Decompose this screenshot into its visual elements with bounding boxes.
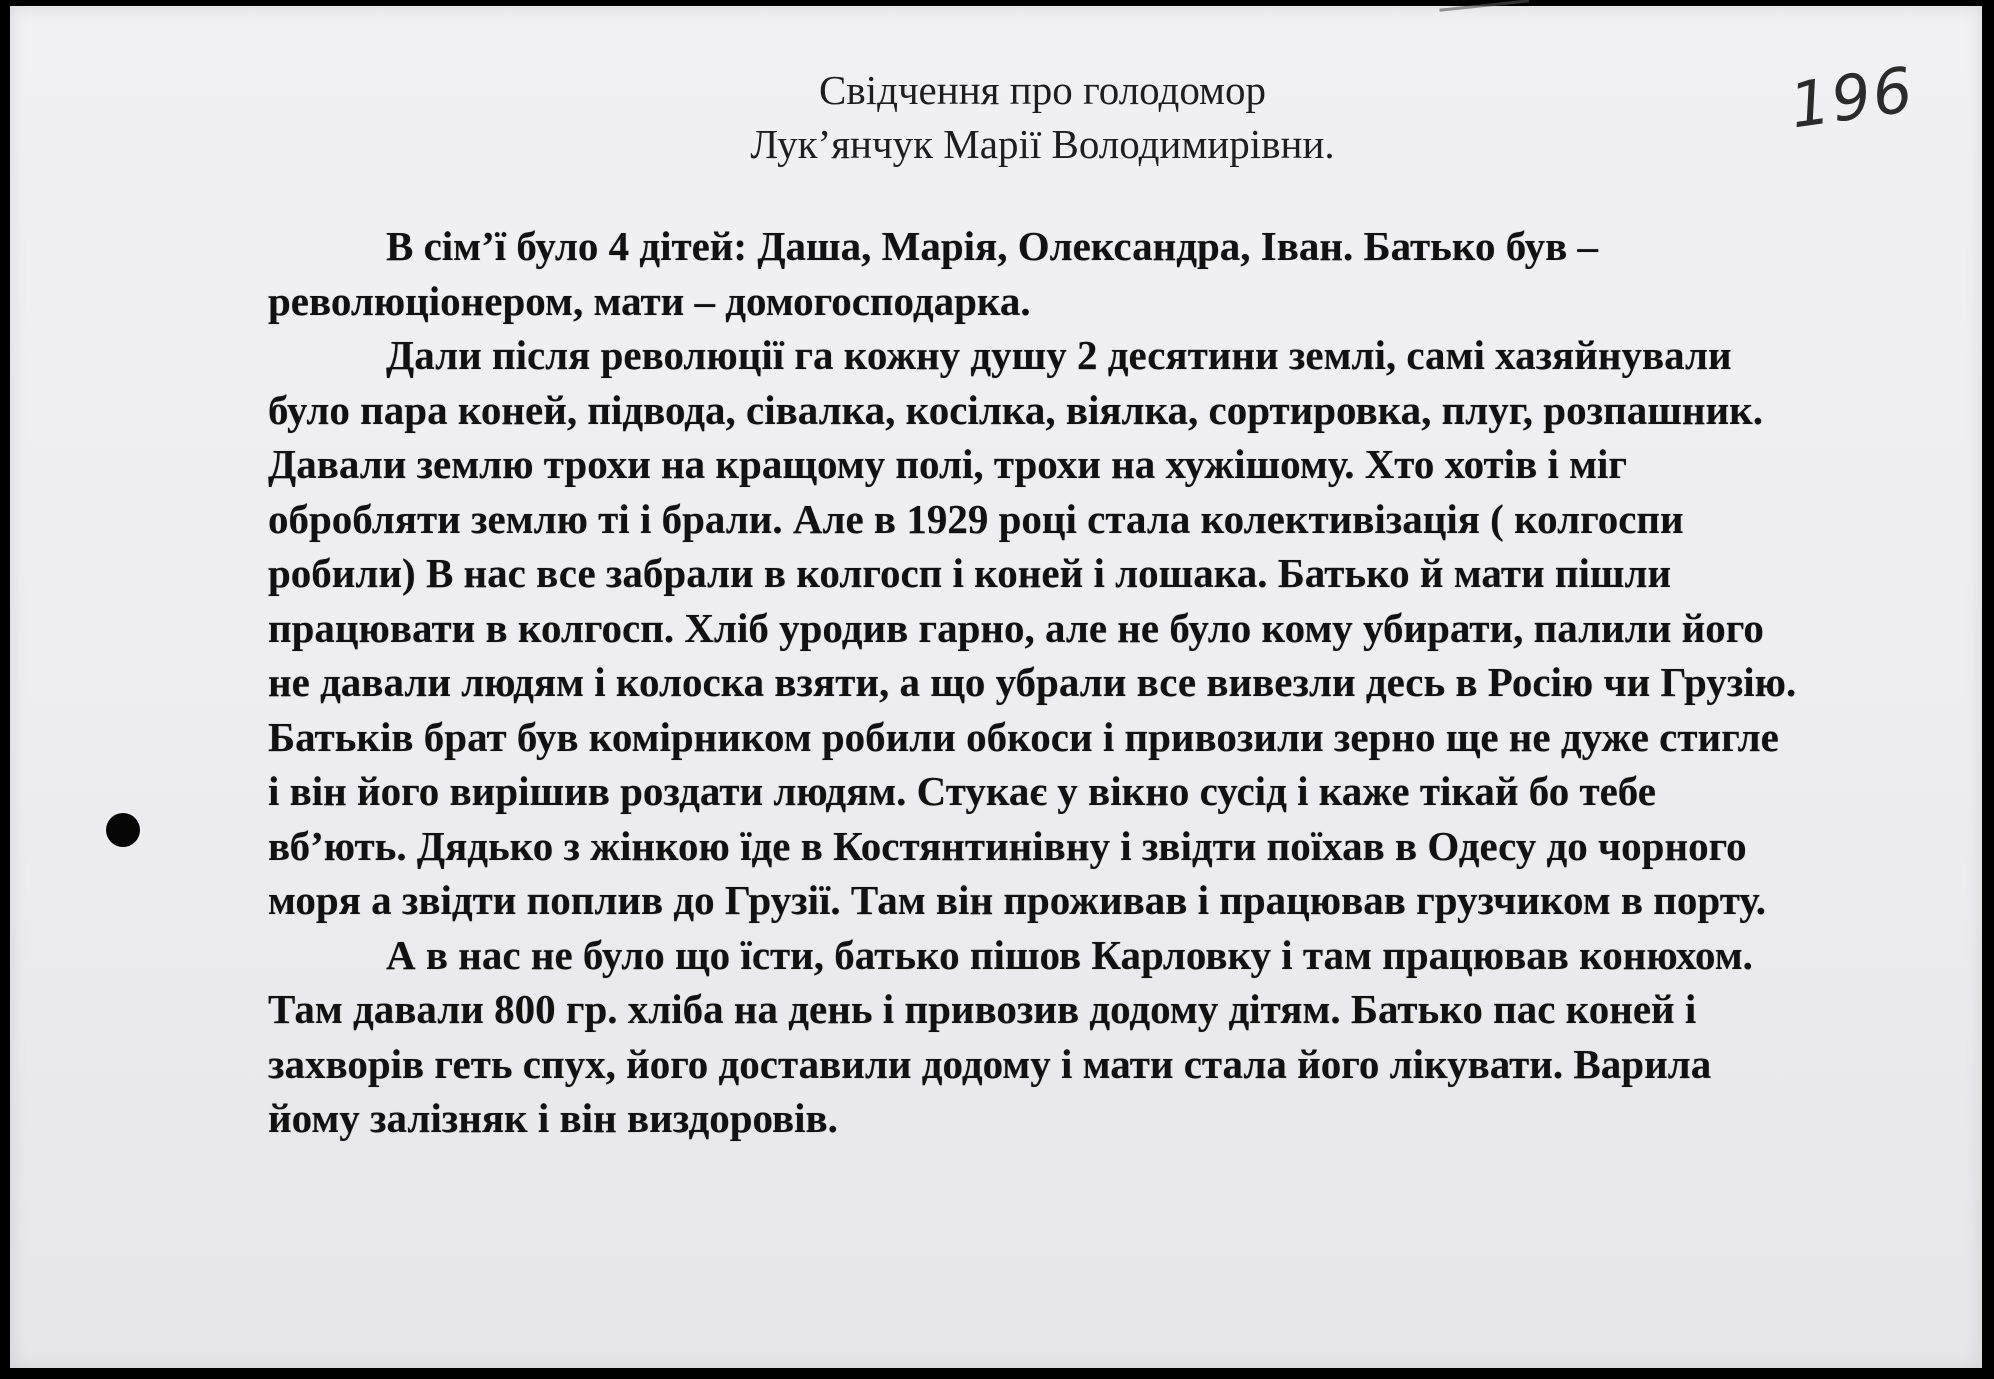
text-line: В сім’ї було 4 дітей: Даша, Марія, Олександра, Іван. Батько був – [386,223,1599,269]
punch-hole [106,813,140,847]
text-line: було пара коней, підвода, сівалка, косілка, віялка, сортировка, плуг, розпашник. [268,386,1763,433]
text-line: захворів геть спух, його доставили додому і мати стала його лікувати. Варила [268,1040,1712,1087]
testimony-body [268,219,1908,1146]
text-line: і він його вирішив роздати людям. Стукає у вікно сусід і каже тікай бо тебе [268,768,1656,814]
text-line: не давали людям і колоска взяти, а що убрали все вивезли десь в Росію чи Грузію. [268,659,1797,705]
text-line: вб’ють. Дядько з жінкою їде в Костянтинівну і звідти поїхав в Одесу до чорного [268,822,1747,869]
text-line: А в нас не було що їсти, батько пішов Карловку і там працював конюхом. [386,931,1753,978]
text-line: Дали після революції га кожну душу 2 десятини землі, самі хазяйнували [386,332,1732,378]
text-line: Батьків брат був комірником робили обкоси і привозили зерно ще не дуже стигле [268,713,1779,760]
text-line: йому залізняк і він виздоровів. [268,1095,838,1141]
text-line: Там давали 800 гр. хліба на день і привозив додому дітям. Батько пас коней і [268,986,1697,1032]
text-line: працювати в колгосп. Хліб уродив гарно, але не було кому убирати, палили його [268,604,1764,651]
title-line-2: Лук’янчук Марії Володимирівни. [750,121,1335,167]
text-line: Давали землю трохи на кращому полі, трохи на хужішому. Хто хотів і міг [268,441,1628,487]
paper-edge-mark [1439,0,1530,26]
handwritten-page-number: 196 [1785,52,1919,143]
text-line: обробляти землю ті і брали. Але в 1929 році стала колективізація ( колгоспи [268,495,1684,542]
title-line-1: Свідчення про голодомор [818,67,1267,113]
text-line: моря а звідти поплив до Грузії. Там він проживав і працював грузчиком в порту. [268,877,1766,923]
document-page [10,6,1982,1368]
text-line: робили) В нас все забрали в колгосп і коней і лошака. Батько й мати пішли [268,550,1672,596]
text-line: революціонером, мати – домогосподарка. [268,277,1031,324]
